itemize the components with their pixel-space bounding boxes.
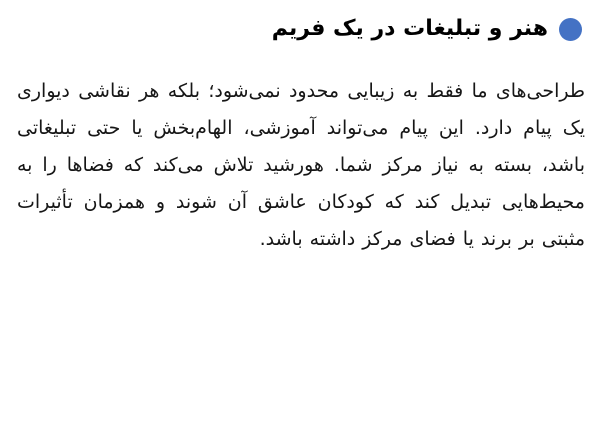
section-header <box>0 15 604 44</box>
section-title: هنر و تبلیغات در یک فریم <box>271 16 548 41</box>
bullet-circle-icon <box>559 18 582 41</box>
section-paragraph: طراحی‌های ما فقط به زیبایی محدود نمی‌شود؛ بلکه هر نقاشی دیواری یک پیام دارد. این پیام می‌تواند آموزشی، الهام‌بخش یا حتی تبلیغاتی باشد، بسته به نیاز مرکز شما. هورشید تلاش می‌کند که فضاها را به محیط‌هایی تبدیل کند که کودکان عاشق آن شوند و همزمان تأثیرات مثبتی بر برند یا فضای مرکز داشته باشد. <box>17 79 585 250</box>
